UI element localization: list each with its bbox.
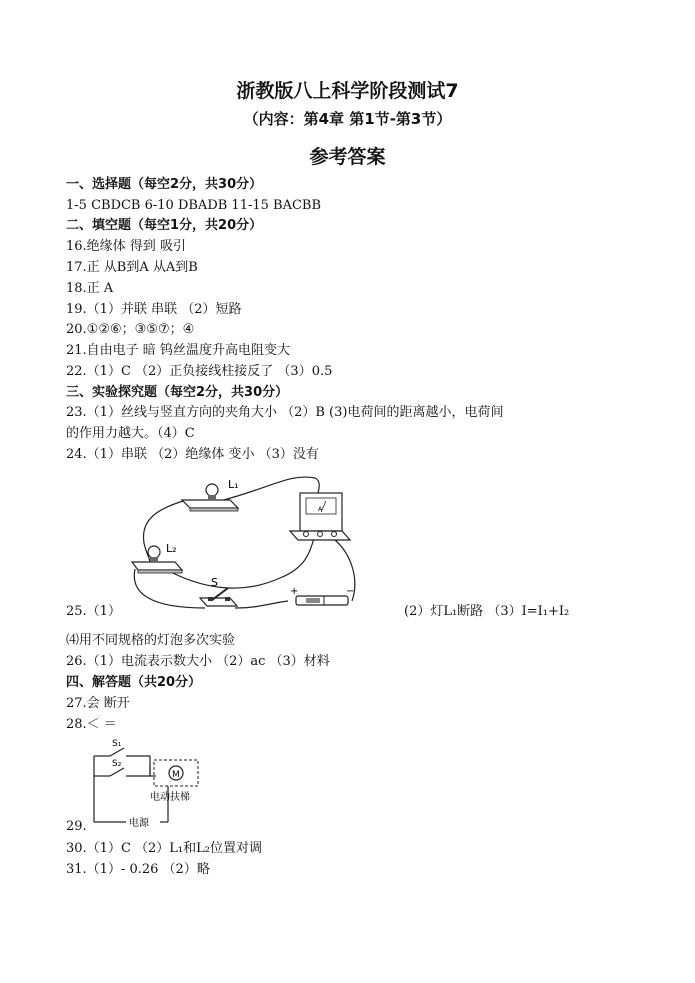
answer-25-part4: ⑷用不同规格的灯泡多次实验 bbox=[66, 633, 236, 648]
answer-27: 27.会 断开 bbox=[66, 696, 130, 711]
answer-31: 31.（1）- 0.26 （2）略 bbox=[66, 862, 210, 877]
switch-s bbox=[200, 588, 237, 606]
answer-22: 22.（1）C （2）正负接线柱接反了 （3）0.5 bbox=[66, 364, 333, 379]
section-1-heading: 一、选择题（每空2分，共30分） bbox=[66, 177, 263, 192]
battery-plus: + bbox=[290, 586, 299, 597]
lamp-l1-label: L₁ bbox=[228, 478, 239, 491]
wire bbox=[235, 601, 288, 608]
answer-24: 24.（1）串联 （2）绝缘体 变小 （3）没有 bbox=[66, 447, 319, 462]
motor-label: M bbox=[172, 770, 180, 780]
ammeter-label: A bbox=[318, 506, 323, 513]
answer-23-line2: 的作用力越大。（4）C bbox=[66, 426, 195, 441]
wire bbox=[165, 538, 314, 588]
switch-s2-label: S₂ bbox=[112, 759, 122, 769]
document-subtitle: （内容：第4章 第1节-第3节） bbox=[243, 110, 452, 128]
answer-21: 21.自由电子 暗 钨丝温度升高电阻变大 bbox=[66, 343, 290, 358]
answer-20: 20.①②⑥；③⑤⑦；④ bbox=[66, 322, 195, 337]
answer-23-line1: 23.（1）丝线与竖直方向的夹角大小 （2）B (3)电荷间的距离越小，电荷间 bbox=[66, 405, 504, 420]
switch-label: S bbox=[211, 576, 218, 589]
battery-minus: − bbox=[346, 586, 355, 597]
answer-19: 19.（1）并联 串联 （2）短路 bbox=[66, 302, 242, 317]
power-source-label: 电源 bbox=[129, 818, 149, 829]
ammeter bbox=[290, 493, 350, 540]
switch-s1-label: S₁ bbox=[112, 739, 122, 749]
section-2-heading: 二、填空题（每空1分，共20分） bbox=[66, 218, 263, 233]
section-4-heading: 四、解答题（共20分） bbox=[66, 675, 202, 690]
answer-29: 29. bbox=[66, 819, 87, 834]
answer-1-15: 1-5 CBDCB 6-10 DBADB 11-15 BACBB bbox=[66, 198, 322, 213]
lamp-l2-label: L₂ bbox=[166, 542, 177, 555]
device-label: 电动扶梯 bbox=[150, 792, 190, 803]
answer-25-part1: 25.（1） bbox=[66, 604, 121, 619]
document-title: 浙教版八上科学阶段测试7 bbox=[236, 80, 459, 102]
answer-25-part2: (2）灯L₁断路 （3）I=I₁+I₂ bbox=[404, 604, 570, 619]
section-3-heading: 三、实验探究题（每空2分，共30分） bbox=[66, 385, 289, 400]
battery bbox=[296, 596, 348, 605]
wire bbox=[134, 569, 205, 608]
answer-16: 16.绝缘体 得到 吸引 bbox=[66, 239, 186, 254]
answer-30: 30.（1）C （2）L₁和L₂位置对调 bbox=[66, 841, 262, 856]
answer-26: 26.（1）电流表示数大小 （2）ac （3）材料 bbox=[66, 654, 330, 669]
answer-17: 17.正 从B到A 从A到B bbox=[66, 260, 198, 275]
answer-18: 18.正 A bbox=[66, 281, 114, 296]
answer-28: 28.＜ ＝ bbox=[66, 717, 117, 732]
answer-heading: 参考答案 bbox=[309, 146, 386, 168]
circuit-figure-1 bbox=[120, 468, 370, 618]
circuit-figure-2 bbox=[88, 734, 208, 832]
